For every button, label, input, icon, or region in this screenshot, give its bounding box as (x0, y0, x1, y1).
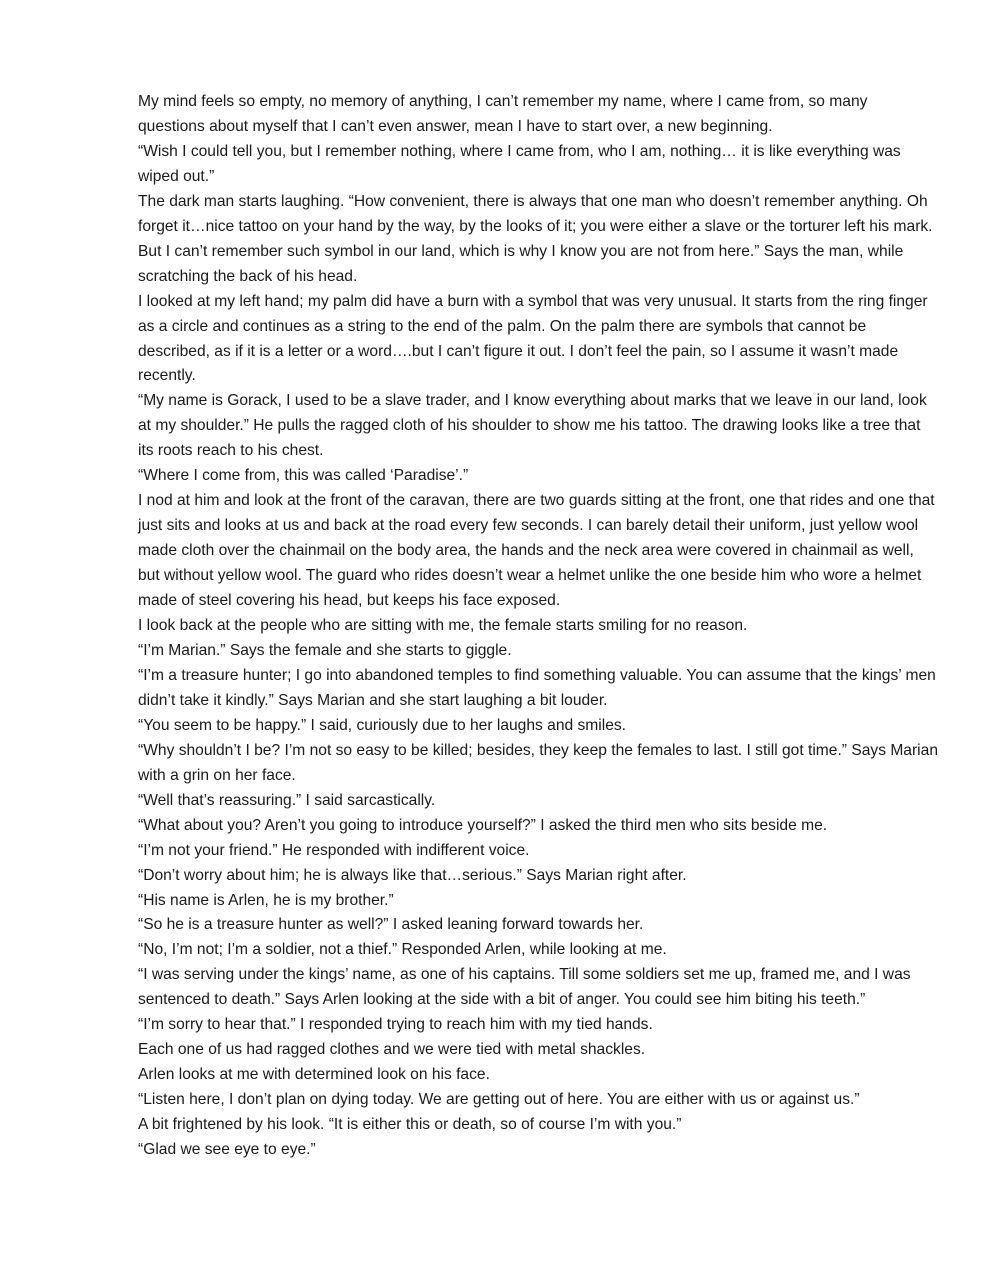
paragraph: “So he is a treasure hunter as well?” I asked leaning forward towards her. (138, 916, 644, 934)
paragraph: “His name is Arlen, he is my brother.” (138, 891, 394, 909)
paragraph: “What about you? Aren’t you going to introduce yourself?” I asked the third men who sits beside me. (138, 816, 828, 834)
paragraph: “My name is Gorack, I used to be a slave trader, and I know everything about marks that we leave in our land, look at my shoulder.” He pulls the ragged cloth of his shoulder to show me his tattoo. The drawing looks like a tree that its roots reach to his chest. (138, 392, 927, 460)
paragraph: “I was serving under the kings’ name, as one of his captains. Till some soldiers set me up, framed me, and I was sentenced to death.” Says Arlen looking at the side with a bit of anger. You could see him biting his teeth.” (138, 966, 911, 1009)
paragraph: I look back at the people who are sitting with me, the female starts smiling for no reason. (138, 617, 748, 635)
paragraph: I looked at my left hand; my palm did have a burn with a symbol that was very unusual. It starts from the ring finger as a circle and continues as a string to the end of the palm. On the palm there are symbols that cannot be described, as if it is a letter or a word….but I can’t figure it out. I don’t feel the pain, so I assume it wasn’t made recently. (138, 292, 928, 385)
story-text (138, 90, 938, 1163)
paragraph: “Glad we see eye to eye.” (138, 1141, 316, 1159)
paragraph: “I’m a treasure hunter; I go into abandoned temples to find something valuable. You can assume that the kings’ men didn’t take it kindly.” Says Marian and she start laughing a bit louder. (138, 666, 936, 709)
paragraph: “Well that’s reassuring.” I said sarcastically. (138, 791, 436, 809)
paragraph: “Don’t worry about him; he is always like that…serious.” Says Marian right after. (138, 866, 687, 884)
paragraph: “No, I’m not; I’m a soldier, not a thief.” Responded Arlen, while looking at me. (138, 941, 667, 959)
paragraph: “I’m Marian.” Says the female and she starts to giggle. (138, 641, 512, 659)
paragraph: My mind feels so empty, no memory of anything, I can’t remember my name, where I came from, so many questions about myself that I can’t even answer, mean I have to start over, a new beginning. (138, 93, 868, 135)
paragraph: The dark man starts laughing. “How convenient, there is always that one man who doesn’t remember anything. Oh forget it…nice tattoo on your hand by the way, by the looks of it; you were either a slave or the torturer left his mark. But I can’t remember such symbol in our land, which is why I know you are not from here.” Says the man, while scratching the back of his head. (138, 192, 933, 285)
paragraph: “Where I come from, this was called ‘Paradise’.” (138, 467, 469, 485)
paragraph: Each one of us had ragged clothes and we were tied with metal shackles. (138, 1041, 646, 1059)
paragraph: “You seem to be happy.” I said, curiously due to her laughs and smiles. (138, 716, 627, 734)
paragraph: Arlen looks at me with determined look on his face. (138, 1066, 490, 1084)
paragraph: “I’m not your friend.” He responded with indifferent voice. (138, 841, 530, 859)
paragraph: I nod at him and look at the front of the caravan, there are two guards sitting at the front, one that rides and one that just sits and looks at us and back at the road every few seconds. I can barely detail their uniform, just yellow wool made cloth over the chainmail on the body area, the hands and the neck area were covered in chainmail as well, but without yellow wool. The guard who rides doesn’t wear a helmet unlike the one beside him who wore a helmet made of steel covering his head, but keeps his face exposed. (138, 492, 935, 610)
paragraph: “Why shouldn’t I be? I’m not so easy to be killed; besides, they keep the females to last. I still got time.” Says Marian with a grin on her face. (138, 741, 938, 784)
paragraph: “Listen here, I don’t plan on dying today. We are getting out of here. You are either with us or against us.” (138, 1091, 860, 1109)
paragraph: “Wish I could tell you, but I remember nothing, where I came from, who I am, nothing… it is like everything was wiped out.” (138, 142, 901, 185)
paragraph: “I’m sorry to hear that.” I responded trying to reach him with my tied hands. (138, 1016, 653, 1034)
paragraph: A bit frightened by his look. “It is either this or death, so of course I’m with you.” (138, 1116, 682, 1134)
